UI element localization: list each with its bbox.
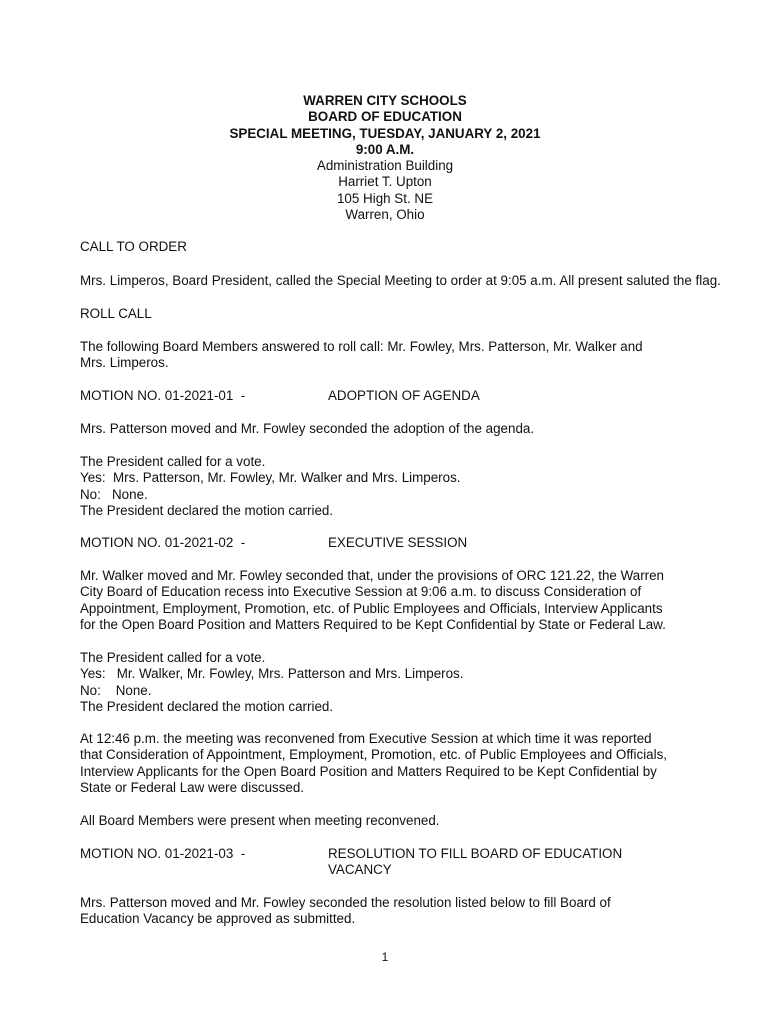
text-line: State or Federal Law were discussed. xyxy=(80,779,305,795)
call-to-order-text: Mrs. Limperos, Board President, called the Special Meeting to order at 9:05 a.m. All present saluted the flag. xyxy=(80,273,721,288)
motion-title: EXECUTIVE SESSION xyxy=(328,535,468,550)
motion-number: MOTION NO. 01-2021-01 - xyxy=(80,388,246,403)
vote-record xyxy=(80,650,700,715)
motion-text: Mrs. Patterson moved and Mr. Fowley seconded the adoption of the agenda. xyxy=(80,421,535,436)
location-street: 105 High St. NE xyxy=(336,190,434,206)
motion-number: MOTION NO. 01-2021-02 - xyxy=(80,535,246,550)
board-name: BOARD OF EDUCATION xyxy=(308,109,462,125)
text-line: City Board of Education recess into Executive Session at 9:06 a.m. to discuss Consideration of xyxy=(80,584,642,600)
title-line: RESOLUTION TO FILL BOARD OF EDUCATION xyxy=(328,846,623,861)
text-line: Education Vacancy be approved as submitted. xyxy=(80,911,356,927)
motion-text xyxy=(80,895,700,928)
reconvene-text xyxy=(80,731,700,796)
roll-call-heading: ROLL CALL xyxy=(80,306,152,321)
vote-line: Yes: Mr. Walker, Mr. Fowley, Mrs. Patterson and Mrs. Limperos. xyxy=(80,666,464,682)
text-line: Mrs. Patterson moved and Mr. Fowley seconded the resolution listed below to fill Board of xyxy=(80,895,611,910)
motion-title: ADOPTION OF AGENDA xyxy=(328,388,480,403)
text-line: Mr. Walker moved and Mr. Fowley seconded that, under the provisions of ORC 121.22, the Warren xyxy=(80,568,665,583)
vote-line: The President called for a vote. xyxy=(80,454,266,469)
vote-line: The President called for a vote. xyxy=(80,650,266,665)
vote-line: No: None. xyxy=(80,682,152,698)
text-line: that Consideration of Appointment, Employment, Promotion, etc. of Public Employees and Officials, xyxy=(80,747,668,763)
reconvene-present: All Board Members were present when meeting reconvened. xyxy=(80,813,440,828)
district-name: WARREN CITY SCHOOLS xyxy=(303,93,467,108)
meeting-title: SPECIAL MEETING, TUESDAY, JANUARY 2, 2021 xyxy=(229,125,541,141)
title-line: VACANCY xyxy=(328,862,392,878)
document-header xyxy=(0,93,770,223)
text-line: Interview Applicants for the Open Board Position and Matters Required to be Kept Confidential by xyxy=(80,763,657,779)
location-building: Administration Building xyxy=(316,158,454,174)
call-to-order-heading: CALL TO ORDER xyxy=(80,239,187,254)
motion-number: MOTION NO. 01-2021-03 - xyxy=(80,846,246,861)
text-line: At 12:46 p.m. the meeting was reconvened from Executive Session at which time it was reported xyxy=(80,731,652,746)
vote-line: The President declared the motion carried. xyxy=(80,502,334,518)
page-number: 1 xyxy=(381,950,389,964)
text-line: Mrs. Limperos. xyxy=(80,355,169,371)
motion-title xyxy=(328,846,648,879)
text-line: for the Open Board Position and Matters Required to be Kept Confidential by State or Federal Law. xyxy=(80,616,666,632)
vote-line: No: None. xyxy=(80,486,148,502)
roll-call-text xyxy=(80,339,700,372)
motion-text xyxy=(80,568,700,633)
vote-line: Yes: Mrs. Patterson, Mr. Fowley, Mr. Walker and Mrs. Limperos. xyxy=(80,470,461,486)
text-line: The following Board Members answered to roll call: Mr. Fowley, Mrs. Patterson, Mr. Walker and xyxy=(80,339,643,354)
location-city: Warren, Ohio xyxy=(345,207,425,223)
vote-record xyxy=(80,454,700,519)
location-name: Harriet T. Upton xyxy=(338,174,432,190)
meeting-time: 9:00 A.M. xyxy=(355,141,415,157)
vote-line: The President declared the motion carried. xyxy=(80,698,334,714)
text-line: Appointment, Employment, Promotion, etc. of Public Employees and Officials, Interview Applicants xyxy=(80,600,663,616)
